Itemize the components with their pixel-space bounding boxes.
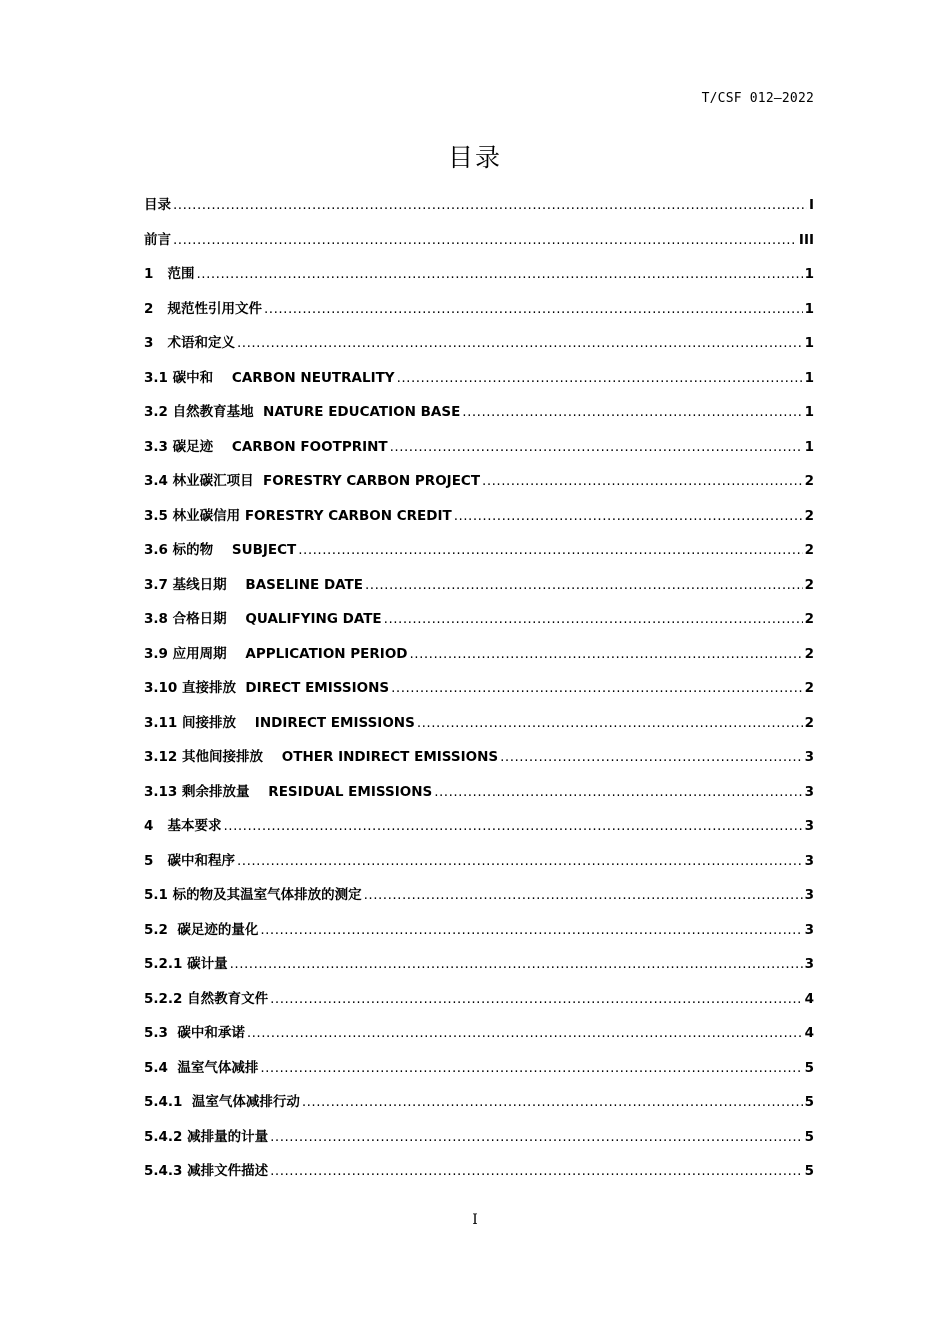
toc-entry[interactable] (144, 745, 814, 780)
toc-entry-label: 前言 (144, 231, 171, 248)
toc-leader-dots (270, 991, 802, 1007)
toc-leader-dots (410, 646, 803, 662)
toc-entry[interactable] (144, 331, 814, 366)
toc-leader-dots (365, 577, 803, 593)
toc-entry-page: 2 (804, 680, 814, 696)
toc-entry[interactable] (144, 469, 814, 504)
toc-leader-dots (260, 1060, 802, 1076)
toc-entry[interactable] (144, 538, 814, 573)
toc-entry[interactable] (144, 676, 814, 711)
toc-entry[interactable] (144, 435, 814, 470)
toc-entry-page: 5 (804, 1163, 814, 1179)
toc-entry-page: 3 (804, 852, 814, 869)
toc-entry-page: 1 (804, 404, 814, 420)
toc-entry[interactable] (144, 849, 814, 884)
toc-entry-page: 5 (804, 1128, 814, 1145)
toc-entry-label: 3.3 碳足迹 CARBON FOOTPRINT (144, 438, 388, 455)
toc-entry-label: 3.11 间接排放 INDIRECT EMISSIONS (144, 714, 415, 731)
toc-entry[interactable] (144, 297, 814, 332)
toc-leader-dots (454, 508, 803, 524)
toc-entry-label: 3.12 其他间接排放 OTHER INDIRECT EMISSIONS (144, 749, 499, 765)
toc-leader-dots (237, 335, 803, 351)
toc-entry-page: 3 (804, 887, 814, 903)
table-of-contents (144, 193, 814, 1194)
toc-entry-label: 3.2 自然教育基地 NATURE EDUCATION BASE (144, 404, 461, 420)
toc-entry[interactable] (144, 1056, 814, 1091)
toc-entry[interactable] (144, 780, 814, 815)
toc-leader-dots (173, 232, 797, 248)
toc-entry-label: 3.4 林业碳汇项目 FORESTRY CARBON PROJECT (144, 473, 481, 489)
toc-leader-dots (264, 301, 803, 317)
toc-entry-label: 5.2.2 自然教育文件 (144, 990, 269, 1007)
toc-entry-page: 2 (804, 714, 814, 731)
toc-entry-page: 5 (804, 1094, 814, 1110)
toc-leader-dots (298, 542, 802, 558)
toc-entry-label: 5.1 标的物及其温室气体排放的测定 (144, 887, 362, 903)
toc-entry-label: 5.3 碳中和承诺 (144, 1025, 245, 1041)
toc-entry-label: 3.5 林业碳信用 FORESTRY CARBON CREDIT (144, 507, 452, 524)
toc-leader-dots (302, 1094, 803, 1110)
toc-entry-page: 3 (804, 749, 814, 765)
toc-entry[interactable] (144, 400, 814, 435)
document-code: T/CSF 012—2022 (701, 91, 814, 106)
toc-entry-page: 1 (804, 438, 814, 455)
toc-entry-label: 3.6 标的物 SUBJECT (144, 542, 297, 558)
toc-leader-dots (230, 956, 803, 972)
toc-entry-label: 4 基本要求 (144, 818, 222, 834)
toc-entry-label: 3.10 直接排放 DIRECT EMISSIONS (144, 680, 390, 696)
toc-entry-page: I (808, 197, 814, 213)
toc-entry[interactable] (144, 607, 814, 642)
toc-leader-dots (260, 922, 802, 938)
toc-entry-page: 2 (804, 507, 814, 524)
toc-entry-label: 3 术语和定义 (144, 335, 235, 351)
toc-leader-dots (462, 404, 802, 420)
toc-leader-dots (434, 784, 802, 800)
toc-leader-dots (247, 1025, 803, 1041)
page-title: 目录 (447, 143, 502, 172)
toc-entry-page: 3 (804, 818, 814, 834)
toc-leader-dots (417, 715, 803, 731)
toc-leader-dots (384, 611, 803, 627)
toc-entry-label: 5.2.1 碳计量 (144, 956, 228, 972)
toc-entry[interactable] (144, 952, 814, 987)
toc-entry[interactable] (144, 642, 814, 677)
toc-entry[interactable] (144, 193, 814, 228)
toc-entry-page: 1 (804, 300, 814, 317)
toc-entry[interactable] (144, 504, 814, 539)
toc-entry-page: 2 (804, 542, 814, 558)
toc-entry-page: 2 (804, 645, 814, 662)
toc-entry[interactable] (144, 1090, 814, 1125)
toc-entry-page: 2 (804, 611, 814, 627)
toc-leader-dots (173, 197, 807, 213)
toc-entry[interactable] (144, 883, 814, 918)
toc-entry[interactable] (144, 987, 814, 1022)
toc-entry-label: 3.7 基线日期 BASELINE DATE (144, 576, 363, 593)
toc-leader-dots (224, 818, 803, 834)
toc-leader-dots (391, 680, 802, 696)
toc-entry[interactable] (144, 711, 814, 746)
toc-leader-dots (482, 473, 803, 489)
toc-entry-label: 1 范围 (144, 266, 195, 282)
toc-entry-page: 1 (804, 369, 814, 386)
toc-entry-label: 5.4.3 减排文件描述 (144, 1163, 269, 1179)
toc-entry-label: 5.4.2 减排量的计量 (144, 1128, 269, 1145)
toc-entry-page: 4 (804, 990, 814, 1007)
toc-entry[interactable] (144, 262, 814, 297)
toc-leader-dots (197, 266, 803, 282)
toc-leader-dots (390, 439, 803, 455)
toc-entry[interactable] (144, 918, 814, 953)
toc-leader-dots (364, 887, 803, 903)
toc-entry-page: 5 (804, 1059, 814, 1076)
toc-leader-dots (237, 853, 803, 869)
toc-entry-label: 3.9 应用周期 APPLICATION PERIOD (144, 645, 408, 662)
toc-entry[interactable] (144, 573, 814, 608)
toc-entry[interactable] (144, 1125, 814, 1160)
toc-entry-label: 2 规范性引用文件 (144, 300, 262, 317)
toc-entry-label: 5.4.1 温室气体减排行动 (144, 1094, 300, 1110)
toc-leader-dots (397, 370, 803, 386)
toc-entry-page: 3 (804, 921, 814, 938)
toc-entry-label: 5.2 碳足迹的量化 (144, 921, 259, 938)
toc-entry-label: 3.1 碳中和 CARBON NEUTRALITY (144, 369, 395, 386)
toc-entry-page: 4 (804, 1025, 814, 1041)
toc-entry-page: III (798, 231, 814, 248)
page-number: I (472, 1212, 478, 1228)
toc-entry[interactable] (144, 366, 814, 401)
toc-leader-dots (500, 749, 802, 765)
toc-entry-label: 5.4 温室气体减排 (144, 1059, 259, 1076)
toc-entry-page: 2 (804, 576, 814, 593)
toc-leader-dots (270, 1129, 802, 1145)
toc-entry-page: 3 (804, 783, 814, 800)
toc-entry[interactable] (144, 1159, 814, 1194)
toc-entry[interactable] (144, 814, 814, 849)
toc-entry-page: 2 (804, 473, 814, 489)
toc-entry-label: 3.8 合格日期 QUALIFYING DATE (144, 611, 382, 627)
toc-entry-page: 1 (804, 335, 814, 351)
toc-entry-label: 3.13 剩余排放量 RESIDUAL EMISSIONS (144, 783, 433, 800)
toc-entry[interactable] (144, 1021, 814, 1056)
toc-entry[interactable] (144, 228, 814, 263)
toc-entry-label: 5 碳中和程序 (144, 852, 235, 869)
toc-entry-page: 3 (804, 956, 814, 972)
toc-leader-dots (270, 1163, 802, 1179)
toc-entry-label: 目录 (144, 197, 171, 213)
toc-entry-page: 1 (804, 266, 814, 282)
